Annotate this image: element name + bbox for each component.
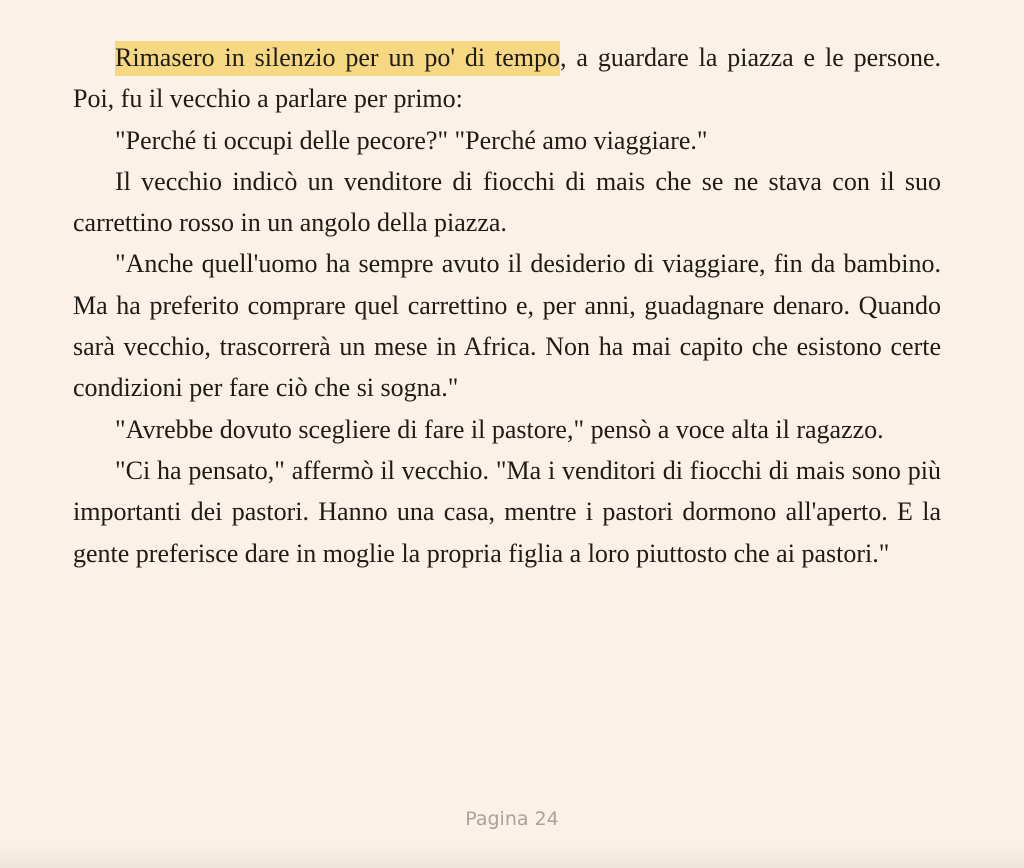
paragraph-5: [73, 409, 941, 450]
paragraph-text: "Ci ha pensato," affermò il vecchio. "Ma i venditori di fiocchi di mais sono più importanti dei pastori. Hanno una casa, mentre i pastori dormono all'aperto. E la gente preferisce dare in moglie la propria figlia a loro piuttosto che ai pastori.": [73, 455, 941, 568]
paragraph-text: "Anche quell'uomo ha sempre avuto il desiderio di viaggiare, fin da bambino. Ma ha preferito comprare quel carrettino e, per anni, guadagnare denaro. Quando sarà vecchio, trascorrerà un mese in Africa. Non ha mai capito che esistono certe condizioni per fare ciò che si sogna.": [73, 249, 941, 403]
paragraph-3: [73, 161, 941, 244]
paragraph-text: Il vecchio indicò un venditore di fiocchi di mais che se ne stava con il suo carrettino rosso in un angolo della piazza.: [73, 166, 941, 238]
highlighted-text[interactable]: Rimasero in silenzio per un po' di tempo: [115, 41, 560, 76]
book-text: [73, 37, 941, 574]
bottom-edge-shadow: [0, 844, 1024, 868]
paragraph-1: [73, 37, 941, 120]
paragraph-6: [73, 450, 941, 574]
paragraph-text: "Perché ti occupi delle pecore?" "Perché amo viaggiare.": [115, 125, 708, 155]
paragraph-text: , a guardare la piazza e le persone. Poi, fu il vecchio a parlare per primo:: [73, 43, 941, 114]
paragraph-2: [73, 120, 941, 161]
paragraph-4: [73, 243, 941, 408]
page-number: Pagina 24: [465, 808, 559, 830]
paragraph-text: "Avrebbe dovuto scegliere di fare il pastore," pensò a voce alta il ragazzo.: [115, 414, 884, 444]
